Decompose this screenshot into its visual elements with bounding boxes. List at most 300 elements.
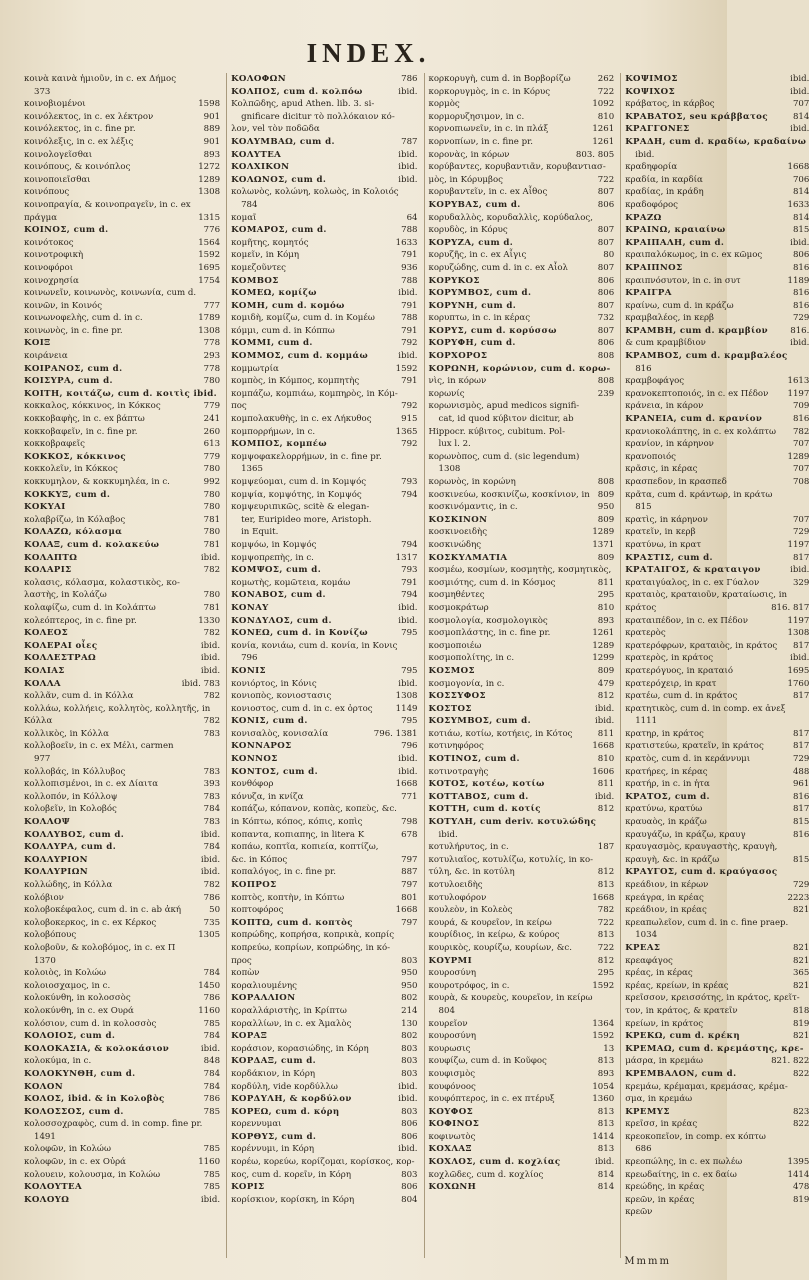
index-term: κρατερὸς, in κράτος xyxy=(625,653,714,664)
index-page-ref: 821 xyxy=(792,942,809,953)
index-page-ref: 786 xyxy=(401,74,418,84)
index-term: ΚΟΛΕΡΑΙ οἶες xyxy=(24,640,98,651)
index-entry xyxy=(625,1131,809,1144)
index-term: κοσμιότης, cum d. in Κόσμος xyxy=(428,577,556,588)
index-page-ref: 810 xyxy=(597,754,615,765)
index-entry xyxy=(429,123,615,136)
index-entry xyxy=(24,665,220,678)
index-page-ref xyxy=(415,929,418,942)
index-term: κορκορυγμὸς, in c. in Κόρυς xyxy=(428,86,551,97)
index-entry xyxy=(429,791,615,804)
index-entry xyxy=(24,388,220,401)
index-term: ΚΟΛΕΟΣ xyxy=(24,628,69,639)
index-entry xyxy=(429,363,615,376)
index-entry xyxy=(625,1018,809,1031)
index-entry xyxy=(625,161,809,174)
index-entry xyxy=(625,300,809,313)
index-column-1 xyxy=(24,73,220,1258)
index-entry xyxy=(24,287,220,300)
index-page-ref: 936 xyxy=(401,262,418,273)
index-term: ΚΟΙΞ xyxy=(24,338,51,349)
index-term: ΚΟΡΙΣ xyxy=(231,1182,265,1193)
index-page-ref: 393 xyxy=(203,779,221,790)
index-entry xyxy=(24,564,220,577)
index-page-ref: ibid. xyxy=(200,854,221,865)
index-term: ΚΟΜΨΟΣ, cum d. xyxy=(231,565,322,576)
index-page-ref: 821. 822 xyxy=(771,1056,809,1067)
index-page-ref: 1289 xyxy=(592,640,615,651)
index-entry xyxy=(429,463,615,476)
index-page-ref: 780 xyxy=(203,464,221,475)
index-entry xyxy=(231,375,417,388)
index-page-ref: 735 xyxy=(203,917,221,928)
index-page-ref: 295 xyxy=(597,968,615,979)
index-entry xyxy=(429,300,615,313)
index-term: ΚΡΕΑΣ xyxy=(625,942,661,953)
index-page-ref xyxy=(217,73,220,86)
index-page-ref: 816 xyxy=(792,262,809,273)
index-entry xyxy=(625,602,809,615)
index-entry xyxy=(24,728,220,741)
index-entry xyxy=(231,149,417,162)
index-page-ref: 814 xyxy=(792,187,809,198)
index-page-ref: ibid. xyxy=(200,829,221,840)
index-page-ref: 784 xyxy=(203,804,221,815)
index-entry xyxy=(625,98,809,111)
index-term: κοσκινεύω, κοσκινίζω, κοσκίνιον, in xyxy=(428,489,590,500)
index-page-ref xyxy=(217,703,220,716)
index-term: Κολπῶδης, apud Athen. lib. 3. si- xyxy=(231,99,375,110)
index-entry xyxy=(625,1030,809,1043)
index-page-ref: 793 xyxy=(401,565,418,576)
index-page-ref: 786 xyxy=(203,993,221,1004)
index-entry xyxy=(24,879,220,892)
index-term: κοπὼν xyxy=(231,968,260,979)
index-term: τύλη, &c. in κοτύλη xyxy=(428,867,515,878)
index-page-ref: 1360 xyxy=(592,1094,615,1105)
index-term: ΚΡΕΚΩ, cum d. κρέκη xyxy=(625,1031,740,1042)
index-entry xyxy=(24,552,220,565)
index-entry xyxy=(625,980,809,993)
index-term: κοπτὸς, κοπτὴν, in Κόπτω xyxy=(231,892,345,903)
index-term: κουρικὸς, κουρίζω, κουρίων, &c. xyxy=(428,942,572,953)
index-entry xyxy=(625,1181,809,1194)
index-page-ref xyxy=(415,123,418,136)
index-term: κοχλῶδες, cum d. κοχλίος xyxy=(428,1169,544,1180)
index-entry xyxy=(231,1068,417,1081)
index-page-ref: 1450 xyxy=(198,980,221,991)
index-term: 804 xyxy=(438,1005,455,1016)
index-entry xyxy=(24,123,220,136)
index-term: μάσρα, in κρεμάω xyxy=(625,1056,704,1067)
index-entry xyxy=(24,1030,220,1043)
index-page-ref: ibid. xyxy=(398,1081,418,1092)
index-entry xyxy=(429,866,615,879)
index-term: κολλοβάς, in Κόλλυβος xyxy=(24,766,126,777)
index-term: 816 xyxy=(635,363,652,374)
index-term: ΚΟΧΛΑΞ xyxy=(428,1144,472,1155)
index-term: κραιπαλόκωμος, in c. ex κῶμος xyxy=(625,250,763,261)
index-page-ref xyxy=(415,501,418,514)
index-entry xyxy=(625,728,809,741)
index-page-ref: 239 xyxy=(597,388,615,399)
index-term: κομπὸς, in Κόμπος, κομπητὴς xyxy=(231,376,360,387)
index-term: κορέω, κορεύω, κορίζομαι, κορίσκος, κορ- xyxy=(231,1157,415,1168)
index-term: κοινοτροφικὴ xyxy=(24,250,84,261)
index-term: ΚΟΛΟΥΤΕΑ xyxy=(24,1182,83,1193)
index-page-ref: 806 xyxy=(792,250,809,261)
index-entry xyxy=(429,577,615,590)
index-entry xyxy=(625,627,809,640)
index-page-ref: 815 xyxy=(792,817,809,828)
index-entry xyxy=(231,841,417,854)
index-term: κολοσσοχραφὸς, cum d. in comp. fine pr. xyxy=(24,1119,203,1130)
index-term: κορεννυμαι xyxy=(231,1119,282,1130)
index-entry xyxy=(231,161,417,174)
index-page-ref xyxy=(217,955,220,968)
index-page-ref: 809 xyxy=(597,552,615,563)
index-entry xyxy=(231,400,417,413)
index-entry xyxy=(24,73,220,86)
index-page-ref: 782 xyxy=(597,905,615,916)
index-term: κρεάδιον, in κρέας xyxy=(625,905,707,916)
index-entry xyxy=(24,1018,220,1031)
index-entry xyxy=(429,438,615,451)
index-term: σμα, in κρεμάω xyxy=(625,1094,693,1105)
index-title: INDEX. xyxy=(306,38,431,68)
index-term: κοσμοκράτωρ xyxy=(428,602,489,613)
index-term: κουρεῖον xyxy=(428,1018,468,1029)
index-entry xyxy=(24,627,220,640)
index-entry xyxy=(429,199,615,212)
index-term: κραταιὸς, κραταιοῦν, κραταίωσις, in xyxy=(625,590,787,601)
index-term: κομπορρήμων, in c. xyxy=(231,426,316,437)
index-entry xyxy=(24,199,220,212)
index-term: κολοκύνθη, in c. ex Ουρά xyxy=(24,1005,134,1016)
index-page-ref xyxy=(611,1005,614,1018)
index-page-ref xyxy=(415,803,418,816)
index-page-ref xyxy=(415,186,418,199)
index-page-ref: 1592 xyxy=(198,250,221,261)
index-page-ref xyxy=(415,111,418,124)
index-term: κορμορυζησιμον, in c. xyxy=(428,111,525,122)
index-entry xyxy=(625,854,809,867)
index-page-ref: 816. xyxy=(790,325,809,336)
index-entry xyxy=(625,1169,809,1182)
index-entry xyxy=(231,111,417,124)
index-term: ΚΟΣΣΥΦΟΣ xyxy=(428,691,487,702)
index-page-ref: 813 xyxy=(597,1119,615,1130)
index-page-ref: 791 xyxy=(401,300,418,311)
index-term: ΚΟΙΤΗ, κοιτάζω, cum d. κοιτὶς ibid. xyxy=(24,388,218,399)
index-term: ΚΟΛΙΑΣ xyxy=(24,665,65,676)
index-term: ΚΟΛΟΣ, ibid. & in Κολοβὸς xyxy=(24,1094,165,1105)
index-term: κομεζοῦντες xyxy=(231,262,286,273)
index-entry xyxy=(625,791,809,804)
index-entry xyxy=(231,640,417,653)
index-entry xyxy=(231,1018,417,1031)
index-entry xyxy=(24,1118,220,1131)
index-entry xyxy=(24,1068,220,1081)
index-page-ref: 782 xyxy=(203,565,221,576)
index-page-ref xyxy=(611,413,614,426)
index-entry xyxy=(231,1106,417,1119)
index-page-ref: 792 xyxy=(401,401,418,412)
index-page-ref: 293 xyxy=(203,351,221,362)
index-page-ref: 803 xyxy=(401,1068,418,1079)
index-page-ref: 961 xyxy=(792,779,809,790)
index-term: 1365 xyxy=(241,464,263,475)
index-page-ref: 1592 xyxy=(592,980,615,991)
index-term: ΚΡΑΙΠΑΛΗ, cum d. xyxy=(625,237,725,248)
index-entry xyxy=(625,904,809,917)
index-entry xyxy=(625,703,809,716)
index-term: ΚΟΛΟΚΑΣΙΑ, & κολοκάσιον xyxy=(24,1043,170,1054)
index-column-4 xyxy=(620,73,809,1258)
index-page-ref: 803 xyxy=(401,955,418,966)
index-entry xyxy=(429,161,615,174)
index-page-ref: 793 xyxy=(401,477,418,487)
index-term: κρατὶς, in κάρηνον xyxy=(625,514,708,525)
index-term: ΚΟΣΤΟΣ xyxy=(428,703,472,714)
index-page-ref: 815 xyxy=(792,854,809,865)
index-term: κοπαλόγος, in c. fine pr. xyxy=(231,867,337,878)
index-page-ref: 780 xyxy=(203,590,221,601)
index-page-ref: 1317 xyxy=(395,552,418,563)
index-entry xyxy=(429,501,615,514)
index-page-ref xyxy=(611,816,614,829)
index-page-ref: 64 xyxy=(406,212,418,223)
index-term: κοραλιουμένης xyxy=(231,980,297,991)
index-page-ref xyxy=(611,363,614,376)
index-page-ref: 1395 xyxy=(787,1157,809,1168)
index-entry xyxy=(429,778,615,791)
index-entry xyxy=(24,955,220,968)
index-entry xyxy=(231,615,417,628)
index-entry xyxy=(24,312,220,325)
index-page-ref: 808 xyxy=(597,376,615,387)
index-page-ref xyxy=(611,463,614,476)
index-entry xyxy=(231,866,417,879)
index-entry xyxy=(625,337,809,350)
index-page-ref: ibid. xyxy=(398,678,418,689)
index-term: gnificare dicitur τὸ πολλόκαιον κό- xyxy=(241,111,395,122)
index-term: κολασις, κόλασμα, κολαστικὸς, κο- xyxy=(24,577,180,588)
index-page-ref: 803 xyxy=(401,1056,418,1067)
index-term: ΚΟΛΛΑ xyxy=(24,678,61,689)
index-term: κολοβοκέφαλος, cum d. in c. ab ἀκή xyxy=(24,905,182,916)
index-entry xyxy=(231,652,417,665)
index-term: κοινοχρησία xyxy=(24,275,79,286)
index-entry xyxy=(625,526,809,539)
index-term: κραιπνόσυτον, in c. in συτ xyxy=(625,275,741,286)
index-term: κοτυλήρυτος, in c. xyxy=(428,842,509,853)
index-term: κοπάω, κοπτῖα, κοπιεία, κοπτίζω, xyxy=(231,842,379,853)
index-page-ref xyxy=(415,841,418,854)
index-term: κολοκύμα, in c. xyxy=(24,1056,92,1067)
index-term: κοκκοβαφὴς, in c. ex βάπτω xyxy=(24,414,145,425)
index-term: in Equit. xyxy=(241,527,279,538)
index-term: κομψοπρεπὴς, in c. xyxy=(231,552,314,563)
index-entry xyxy=(24,275,220,288)
index-entry xyxy=(429,942,615,955)
index-page-ref: 780 xyxy=(203,376,221,387)
index-page-ref: 1592 xyxy=(592,1031,615,1042)
index-page-ref: 821 xyxy=(792,1031,809,1042)
index-page-ref: 1668 xyxy=(395,905,418,916)
index-term: ΚΟΜΜΟΣ, cum d. κομμάω xyxy=(231,351,369,362)
index-term: κρεῶν, in κρέας xyxy=(625,1194,695,1205)
index-term: κουφισμὸς xyxy=(428,1068,476,1079)
index-term: ΚΟΛΑΠΤΩ xyxy=(24,552,78,563)
index-page-ref: 817 xyxy=(792,640,809,651)
index-term: κομψεύομαι, cum d. in Κομψός xyxy=(231,477,367,487)
index-term: ΚΡΑΤΑΙΓΟΣ, & κραταιγον xyxy=(625,565,761,576)
index-page-ref: 796 xyxy=(401,741,418,752)
index-column-3 xyxy=(424,73,615,1258)
index-entry xyxy=(231,262,417,275)
index-page-ref: 811 xyxy=(597,728,615,739)
index-entry xyxy=(625,589,809,602)
index-entry xyxy=(625,174,809,187)
index-term: κοκκοβραφεῖς xyxy=(24,439,85,450)
index-term: ΚΟΡΥΜΒΟΣ, cum d. xyxy=(428,288,532,299)
index-page-ref: 50 xyxy=(209,905,221,916)
index-entry xyxy=(625,892,809,905)
index-page-ref: 812 xyxy=(597,804,615,815)
index-page-ref: ibid. xyxy=(200,1194,221,1205)
index-term: κουρά, & κουρεῖον, in κείρω xyxy=(428,917,552,928)
index-entry xyxy=(429,312,615,325)
index-term: κομεῖν, in Κόμη xyxy=(231,250,300,261)
index-page-ref: 803. 805 xyxy=(575,149,615,160)
index-entry xyxy=(429,489,615,502)
index-entry xyxy=(231,577,417,590)
index-term: ΚΟΡΥΚΟΣ xyxy=(428,275,480,286)
index-entry xyxy=(429,476,615,489)
index-entry xyxy=(429,602,615,615)
index-entry xyxy=(625,237,809,250)
index-term: κομωτὴς, κομῶτεια, κομάω xyxy=(231,577,351,588)
index-term: κρεῖσσον, κρεισσότης, in κράτος, κρεῖτ- xyxy=(625,993,800,1004)
index-page-ref xyxy=(415,98,418,111)
index-term: κοινωνοφελὴς, cum d. in c. xyxy=(24,313,143,324)
index-page-ref: 1308 xyxy=(787,628,809,639)
index-entry xyxy=(24,816,220,829)
index-page-ref: 2223 xyxy=(787,892,809,903)
index-entry xyxy=(429,350,615,363)
index-entry xyxy=(24,577,220,590)
index-term: κολοφῶν, in Κολώω xyxy=(24,1144,111,1155)
index-page-ref: 804 xyxy=(401,1194,418,1205)
index-term: κρεμάω, κρέμαμαι, κρεμάσας, κρέμα- xyxy=(625,1081,788,1092)
index-term: 1491 xyxy=(34,1131,56,1142)
index-page-ref: 722 xyxy=(597,942,615,953)
index-term: κράβατος, in κάρβος xyxy=(625,99,715,110)
index-entry xyxy=(429,1055,615,1068)
index-page-ref: ibid. xyxy=(398,1144,418,1155)
index-term: κρεοπώλης, in c. ex πωλέω xyxy=(625,1157,743,1168)
index-page-ref: 779 xyxy=(203,451,221,462)
index-page-ref: 794 xyxy=(401,489,418,500)
index-page-ref: 823 xyxy=(792,1106,809,1117)
index-term: κοινοφόροι xyxy=(24,262,74,273)
index-entry xyxy=(429,111,615,124)
index-term: κοινωνεῖν, κοινωνὸς, κοινωνία, cum d. xyxy=(24,288,197,299)
index-page-ref: 1613 xyxy=(787,376,809,387)
index-page-ref: 1695 xyxy=(787,665,809,676)
index-page-ref: 1414 xyxy=(592,1131,615,1142)
index-entry xyxy=(24,1143,220,1156)
index-entry xyxy=(429,627,615,640)
index-term: κος, cum d. κορεῖν, in Κόρη xyxy=(231,1169,351,1180)
index-page-ref: 808 xyxy=(597,477,615,487)
index-term: κρεῖσσ, in κρέας xyxy=(625,1119,698,1130)
index-page-ref: 783 xyxy=(203,817,221,828)
index-page-ref xyxy=(415,388,418,401)
index-page-ref: 1189 xyxy=(787,275,809,286)
index-page-ref: 817 xyxy=(792,728,809,739)
index-term: ΚΟΛΟΚΥΝΘΗ, cum d. xyxy=(24,1068,136,1079)
index-entry xyxy=(231,224,417,237)
index-entry xyxy=(231,778,417,791)
index-page-ref xyxy=(415,199,418,212)
index-entry xyxy=(231,1055,417,1068)
index-term: ΚΟΛΛΥΡΑ, cum d. xyxy=(24,842,117,853)
index-entry xyxy=(24,703,220,716)
index-page-ref: 1289 xyxy=(592,527,615,538)
index-entry xyxy=(625,829,809,842)
index-entry xyxy=(231,1156,417,1169)
index-entry xyxy=(429,904,615,917)
index-term: κουφόπτερος, in c. ex πτέρυξ xyxy=(428,1094,555,1105)
index-page-ref: 776 xyxy=(203,225,221,236)
index-term: κομμωτρία xyxy=(231,363,279,374)
index-entry xyxy=(231,489,417,502)
index-term: κοινόλεκτος, in c. ex λέκτρον xyxy=(24,111,154,122)
index-term: ΚΟΝΙΣ xyxy=(231,665,266,676)
index-page-ref: 797 xyxy=(401,880,418,890)
index-term: ΚΡΑΤΟΣ, cum d. xyxy=(625,791,710,802)
index-term: κολοκύνθη, in κολοσσὸς xyxy=(24,993,131,1004)
index-term: κορνοπίων, in c. fine pr. xyxy=(428,136,533,147)
index-entry xyxy=(429,262,615,275)
index-entry xyxy=(429,186,615,199)
index-page-ref xyxy=(217,388,220,401)
index-entry xyxy=(429,728,615,741)
index-page-ref: 813 xyxy=(597,1106,615,1117)
index-entry xyxy=(24,841,220,854)
index-entry xyxy=(24,942,220,955)
index-page-ref: ibid. xyxy=(200,1043,221,1054)
index-term: κομψοφακελορρήμων, in c. fine pr. xyxy=(231,451,382,462)
index-entry xyxy=(625,1043,809,1056)
index-page-ref: 992 xyxy=(203,477,221,487)
index-page-ref: 797 xyxy=(401,917,418,928)
index-entry xyxy=(24,854,220,867)
index-term: ΚΟΝΝΟΣ xyxy=(231,754,278,765)
index-term: ΚΟΣΚΥΛΜΑΤΙΑ xyxy=(428,552,508,563)
index-term: 1370 xyxy=(34,955,56,966)
index-term: κοκκολεῖν, in Κόκκος xyxy=(24,464,118,475)
index-page-ref: 893 xyxy=(597,615,615,626)
index-page-ref: ibid. xyxy=(790,74,809,84)
index-term: ΚΡΕΜΥΣ xyxy=(625,1106,670,1117)
index-page-ref: 778 xyxy=(203,338,221,349)
index-entry xyxy=(625,803,809,816)
index-entry xyxy=(231,1093,417,1106)
index-entry xyxy=(625,942,809,955)
